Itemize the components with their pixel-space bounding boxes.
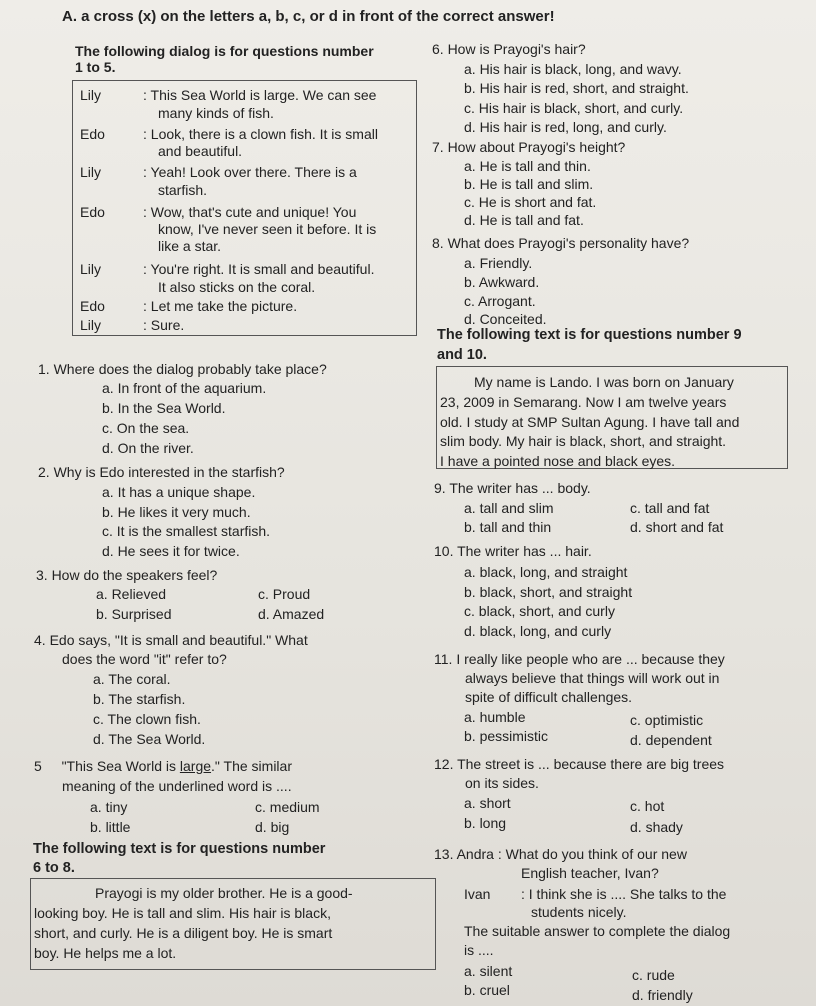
option[interactable]: d. The Sea World. — [93, 731, 206, 747]
dialog-line: starfish. — [158, 182, 208, 198]
option[interactable]: b. tall and thin — [464, 519, 552, 535]
question-12: 12. The street is ... because there are big trees — [434, 756, 725, 772]
text-intro-6-8-line2: 6 to 8. — [33, 860, 75, 876]
question-8: 8. What does Prayogi's personality have? — [432, 235, 690, 251]
speaker-ivan: Ivan — [464, 886, 491, 902]
option[interactable]: a. It has a unique shape. — [102, 484, 256, 500]
question-13-line4: students nicely. — [531, 904, 627, 920]
question-7: 7. How about Prayogi's height? — [432, 139, 626, 155]
option[interactable]: a. silent — [464, 963, 513, 979]
option[interactable]: b. little — [90, 819, 131, 835]
option[interactable]: b. Awkward. — [464, 274, 540, 290]
question-1: 1. Where does the dialog probably take place? — [38, 361, 327, 377]
option[interactable]: c. He is short and fat. — [464, 194, 597, 210]
option[interactable]: d. On the river. — [102, 440, 194, 456]
speaker-lily: Lily — [80, 87, 102, 103]
question-text: "This Sea World is — [61, 758, 180, 774]
question-2: 2. Why is Edo interested in the starfish? — [38, 464, 285, 480]
option[interactable]: b. He is tall and slim. — [464, 176, 594, 192]
option[interactable]: b. black, short, and straight — [464, 584, 633, 600]
question-11-line3: spite of difficult challenges. — [465, 689, 633, 705]
option[interactable]: b. pessimistic — [464, 728, 549, 744]
reading-line: My name is Lando. I was born on January — [474, 374, 734, 390]
option[interactable]: d. big — [255, 819, 290, 835]
text-intro-9-10-line2: and 10. — [437, 347, 487, 363]
dialog-line: : Look, there is a clown fish. It is small — [143, 126, 378, 142]
speaker-lily: Lily — [80, 164, 102, 180]
dialog-line: know, I've never seen it before. It is — [158, 221, 377, 237]
question-13-line2: English teacher, Ivan? — [521, 865, 659, 881]
reading-line: looking boy. He is tall and slim. His hair is black, — [34, 905, 331, 921]
question-13-line5: The suitable answer to complete the dialog — [464, 923, 731, 939]
dialog-line: : Sure. — [143, 317, 185, 333]
question-11: 11. I really like people who are ... because they — [434, 651, 725, 667]
option[interactable]: d. His hair is red, long, and curly. — [464, 119, 667, 135]
option[interactable]: b. The starfish. — [93, 691, 186, 707]
option[interactable]: a. Relieved — [96, 586, 167, 602]
option[interactable]: d. Amazed — [258, 606, 325, 622]
option[interactable]: c. His hair is black, short, and curly. — [464, 100, 684, 116]
option[interactable]: d. Conceited. — [464, 311, 547, 327]
instruction: A. a cross (x) on the letters a, b, c, or d in front of the correct answer! — [62, 8, 555, 25]
reading-line: old. I study at SMP Sultan Agung. I have tall and — [440, 414, 740, 430]
question-4-line2: does the word "it" refer to? — [62, 651, 227, 667]
option[interactable]: b. He likes it very much. — [102, 504, 251, 520]
question-number: 5 — [34, 758, 42, 774]
option[interactable]: d. He is tall and fat. — [464, 212, 584, 228]
option[interactable]: d. friendly — [632, 987, 693, 1003]
option[interactable]: c. black, short, and curly — [464, 603, 615, 619]
speaker-lily: Lily — [80, 261, 102, 277]
option[interactable]: d. black, long, and curly — [464, 623, 612, 639]
question-12-line2: on its sides. — [465, 775, 539, 791]
reading-line: I have a pointed nose and black eyes. — [440, 453, 676, 469]
option[interactable]: c. medium — [255, 799, 320, 815]
option[interactable]: c. Arrogant. — [464, 293, 536, 309]
speaker-edo: Edo — [80, 204, 105, 220]
dialog-intro-line2: 1 to 5. — [75, 59, 116, 75]
option[interactable]: b. In the Sea World. — [102, 400, 226, 416]
option[interactable]: b. cruel — [464, 982, 510, 998]
dialog-line: : This Sea World is large. We can see — [143, 87, 377, 103]
text-intro-6-8-line1: The following text is for questions number — [33, 841, 326, 857]
option[interactable]: a. short — [464, 795, 511, 811]
question-10: 10. The writer has ... hair. — [434, 543, 592, 559]
question-text: ." The similar — [211, 758, 292, 774]
option[interactable]: b. Surprised — [96, 606, 172, 622]
option[interactable]: c. It is the smallest starfish. — [102, 523, 271, 539]
option[interactable]: a. humble — [464, 709, 526, 725]
option[interactable]: c. hot — [630, 798, 665, 814]
reading-line: slim body. My hair is black, short, and straight. — [440, 433, 727, 449]
option[interactable]: a. In front of the aquarium. — [102, 380, 267, 396]
dialog-intro-line1: The following dialog is for questions number — [75, 43, 374, 59]
dialog-line: like a star. — [158, 238, 222, 254]
speaker-edo: Edo — [80, 298, 105, 314]
option[interactable]: d. shady — [630, 819, 683, 835]
dialog-line: : Let me take the picture. — [143, 298, 298, 314]
option[interactable]: a. His hair is black, long, and wavy. — [464, 61, 682, 77]
question-13-line6: is .... — [464, 942, 494, 958]
option[interactable]: d. short and fat — [630, 519, 724, 535]
option[interactable]: c. On the sea. — [102, 420, 190, 436]
reading-line: boy. He helps me a lot. — [34, 945, 177, 961]
question-6: 6. How is Prayogi's hair? — [432, 41, 586, 57]
question-13: 13. Andra : What do you think of our new — [434, 846, 687, 862]
reading-line: Prayogi is my older brother. He is a good- — [95, 885, 353, 901]
question-5-line2: meaning of the underlined word is .... — [62, 778, 292, 794]
speaker-lily: Lily — [80, 317, 102, 333]
question-9: 9. The writer has ... body. — [434, 480, 591, 496]
dialog-line: : Yeah! Look over there. There is a — [143, 164, 357, 180]
underlined-word: large — [179, 758, 212, 774]
question-4: 4. Edo says, "It is small and beautiful." What — [34, 632, 308, 648]
option[interactable]: c. Proud — [258, 586, 311, 602]
option[interactable]: a. Friendly. — [464, 255, 533, 271]
option[interactable]: c. rude — [632, 967, 675, 983]
dialog-line: : Wow, that's cute and unique! You — [143, 204, 357, 220]
text-intro-9-10-line1: The following text is for questions number 9 — [437, 327, 742, 343]
option[interactable]: c. optimistic — [630, 712, 704, 728]
option[interactable]: b. long — [464, 815, 507, 831]
option[interactable]: c. The clown fish. — [93, 711, 201, 727]
dialog-line: : You're right. It is small and beautiful. — [143, 261, 375, 277]
speaker-edo: Edo — [80, 126, 105, 142]
option[interactable]: d. dependent — [630, 732, 712, 748]
option[interactable]: a. tall and slim — [464, 500, 554, 516]
reading-line: short, and curly. He is a diligent boy. He is smart — [34, 925, 333, 941]
option[interactable]: a. tiny — [90, 799, 128, 815]
option[interactable]: c. tall and fat — [630, 500, 710, 516]
option[interactable]: d. He sees it for twice. — [102, 543, 240, 559]
question-5 — [34, 757, 292, 775]
option[interactable]: a. He is tall and thin. — [464, 158, 591, 174]
option[interactable]: a. black, long, and straight — [464, 564, 628, 580]
reading-line: 23, 2009 in Semarang. Now I am twelve years — [440, 394, 727, 410]
question-3: 3. How do the speakers feel? — [36, 567, 218, 583]
dialog-line: and beautiful. — [158, 143, 243, 159]
question-11-line2: always believe that things will work out in — [465, 670, 720, 686]
dialog-line: many kinds of fish. — [158, 105, 274, 121]
dialog-line: It also sticks on the coral. — [158, 279, 316, 295]
option[interactable]: b. His hair is red, short, and straight. — [464, 80, 689, 96]
option[interactable]: a. The coral. — [93, 671, 171, 687]
question-13-line3: : I think she is .... She talks to the — [521, 886, 727, 902]
